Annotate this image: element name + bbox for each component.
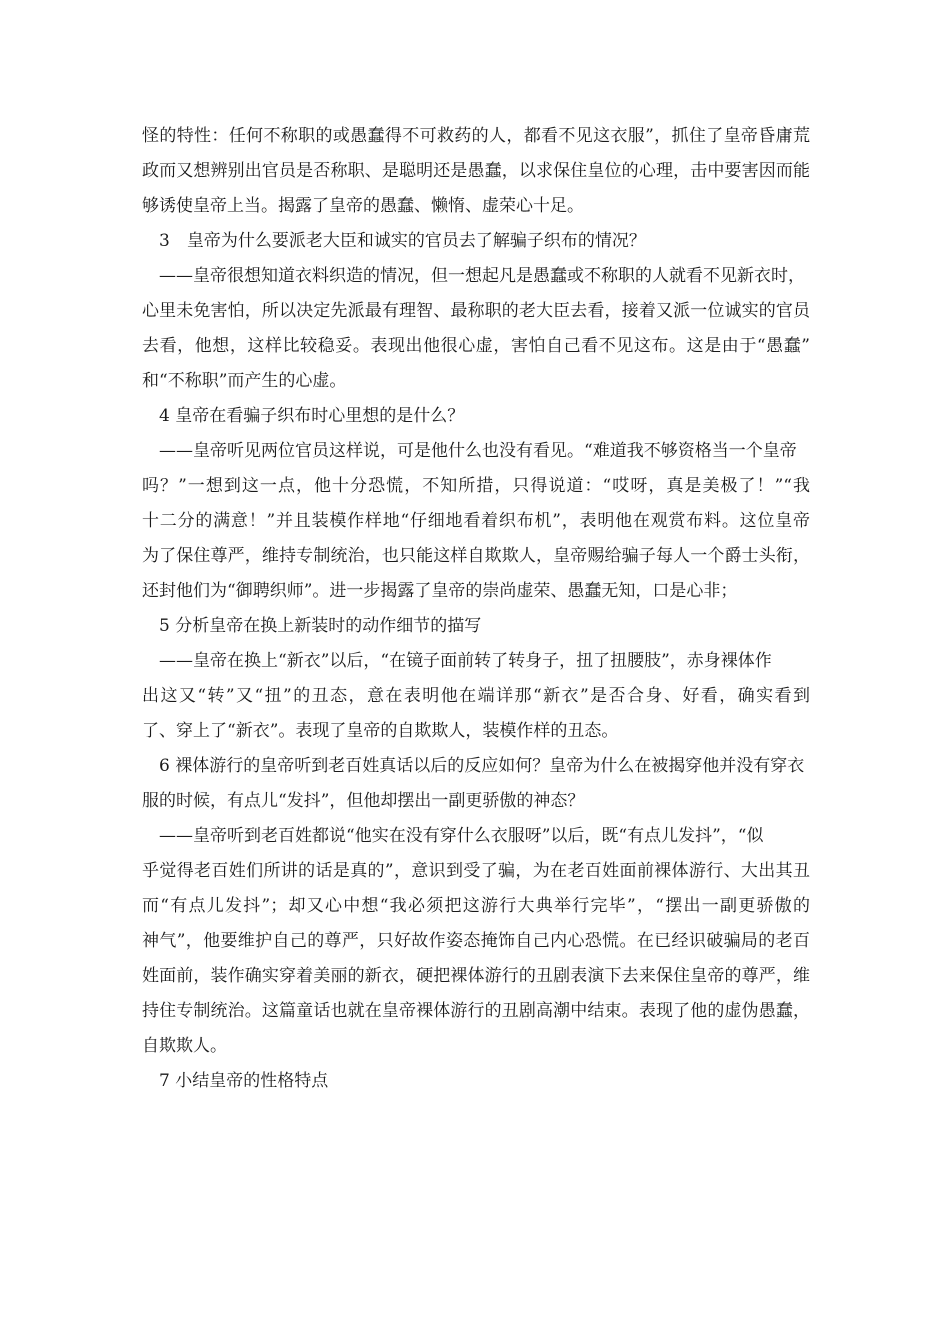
text-line: 怪的特性：任何不称职的或愚蠢得不可救药的人，都看不见这衣服”，抓住了皇帝昏庸荒 bbox=[142, 126, 810, 146]
text-line: 自欺欺人。 bbox=[142, 1036, 227, 1056]
text-line: 乎觉得老百姓们所讲的话是真的”，意识到受了骗，为在老百姓面前裸体游行、大出其丑 bbox=[142, 861, 810, 881]
question-heading: 5 分析皇帝在换上新装时的动作细节的描写 bbox=[159, 616, 482, 636]
text-line: 十二分的满意！”并且装模作样地“仔细地看着织布机”，表明他在观赏布料。这位皇帝 bbox=[142, 511, 810, 531]
text-line: ——皇帝在换上“新衣”以后，“在镜子面前转了转身子，扭了扭腰肢”，赤身裸体作 bbox=[159, 651, 772, 671]
text-line: 和“不称职”而产生的心虚。 bbox=[142, 371, 347, 391]
text-line: 还封他们为“御聘织师”。进一步揭露了皇帝的崇尚虚荣、愚蠢无知，口是心非； bbox=[142, 581, 738, 601]
question-heading: 7 小结皇帝的性格特点 bbox=[159, 1071, 329, 1091]
question-heading-continued: 服的时候，有点儿“发抖”，但他却摆出一副更骄傲的神态？ bbox=[142, 791, 585, 811]
text-line: 去看，他想，这样比较稳妥。表现出他很心虚，害怕自己看不见这布。这是由于“愚蠢” bbox=[142, 336, 810, 356]
text-line: ——皇帝听见两位官员这样说，可是他什么也没有看见。“难道我不够资格当一个皇帝 bbox=[159, 441, 797, 461]
text-line: 够诱使皇帝上当。揭露了皇帝的愚蠢、懒惰、虚荣心十足。 bbox=[142, 196, 584, 216]
text-line: 神气”，他要维护自己的尊严，只好故作姿态掩饰自己内心恐慌。在已经识破骗局的老百 bbox=[142, 931, 810, 951]
text-line: 而“有点儿发抖”；却又心中想“我必须把这游行大典举行完毕”，“摆出一副更骄傲的 bbox=[142, 896, 810, 916]
text-line: ——皇帝听到老百姓都说“他实在没有穿什么衣服呀”以后，既“有点儿发抖”，“似 bbox=[159, 826, 764, 846]
text-line: 了、穿上了“新衣”。表现了皇帝的自欺欺人，装模作样的丑态。 bbox=[142, 721, 619, 741]
text-line: ——皇帝很想知道衣料织造的情况，但一想起凡是愚蠢或不称职的人就看不见新衣时， bbox=[159, 266, 805, 286]
question-heading: 3 皇帝为什么要派老大臣和诚实的官员去了解骗子织布的情况？ bbox=[159, 231, 646, 251]
text-line: 心里未免害怕，所以决定先派最有理智、最称职的老大臣去看，接着又派一位诚实的官员 bbox=[142, 301, 810, 321]
question-heading: 4 皇帝在看骗子织布时心里想的是什么？ bbox=[159, 406, 465, 426]
text-line: 为了保住尊严，维持专制统治，也只能这样自欺欺人，皇帝赐给骗子每人一个爵士头衔， bbox=[142, 546, 810, 566]
question-heading: 6 裸体游行的皇帝听到老百姓真话以后的反应如何？皇帝为什么在被揭穿他并没有穿衣 bbox=[159, 756, 805, 776]
text-line: 政而又想辨别出官员是否称职、是聪明还是愚蠢，以求保住皇位的心理，击中要害因而能 bbox=[142, 161, 810, 181]
text-line: 持住专制统治。这篇童话也就在皇帝裸体游行的丑剧高潮中结束。表现了他的虚伪愚蠢， bbox=[142, 1001, 810, 1021]
text-line: 吗？”一想到这一点，他十分恐慌，不知所措，只得说道：“哎呀，真是美极了！”“我 bbox=[142, 476, 810, 496]
text-line: 出这又“转”又“扭”的丑态，意在表明他在端详那“新衣”是否合身、好看，确实看到 bbox=[142, 686, 810, 706]
text-line: 姓面前，装作确实穿着美丽的新衣，硬把裸体游行的丑剧表演下去来保住皇帝的尊严，维 bbox=[142, 966, 810, 986]
document-body bbox=[142, 119, 810, 1099]
